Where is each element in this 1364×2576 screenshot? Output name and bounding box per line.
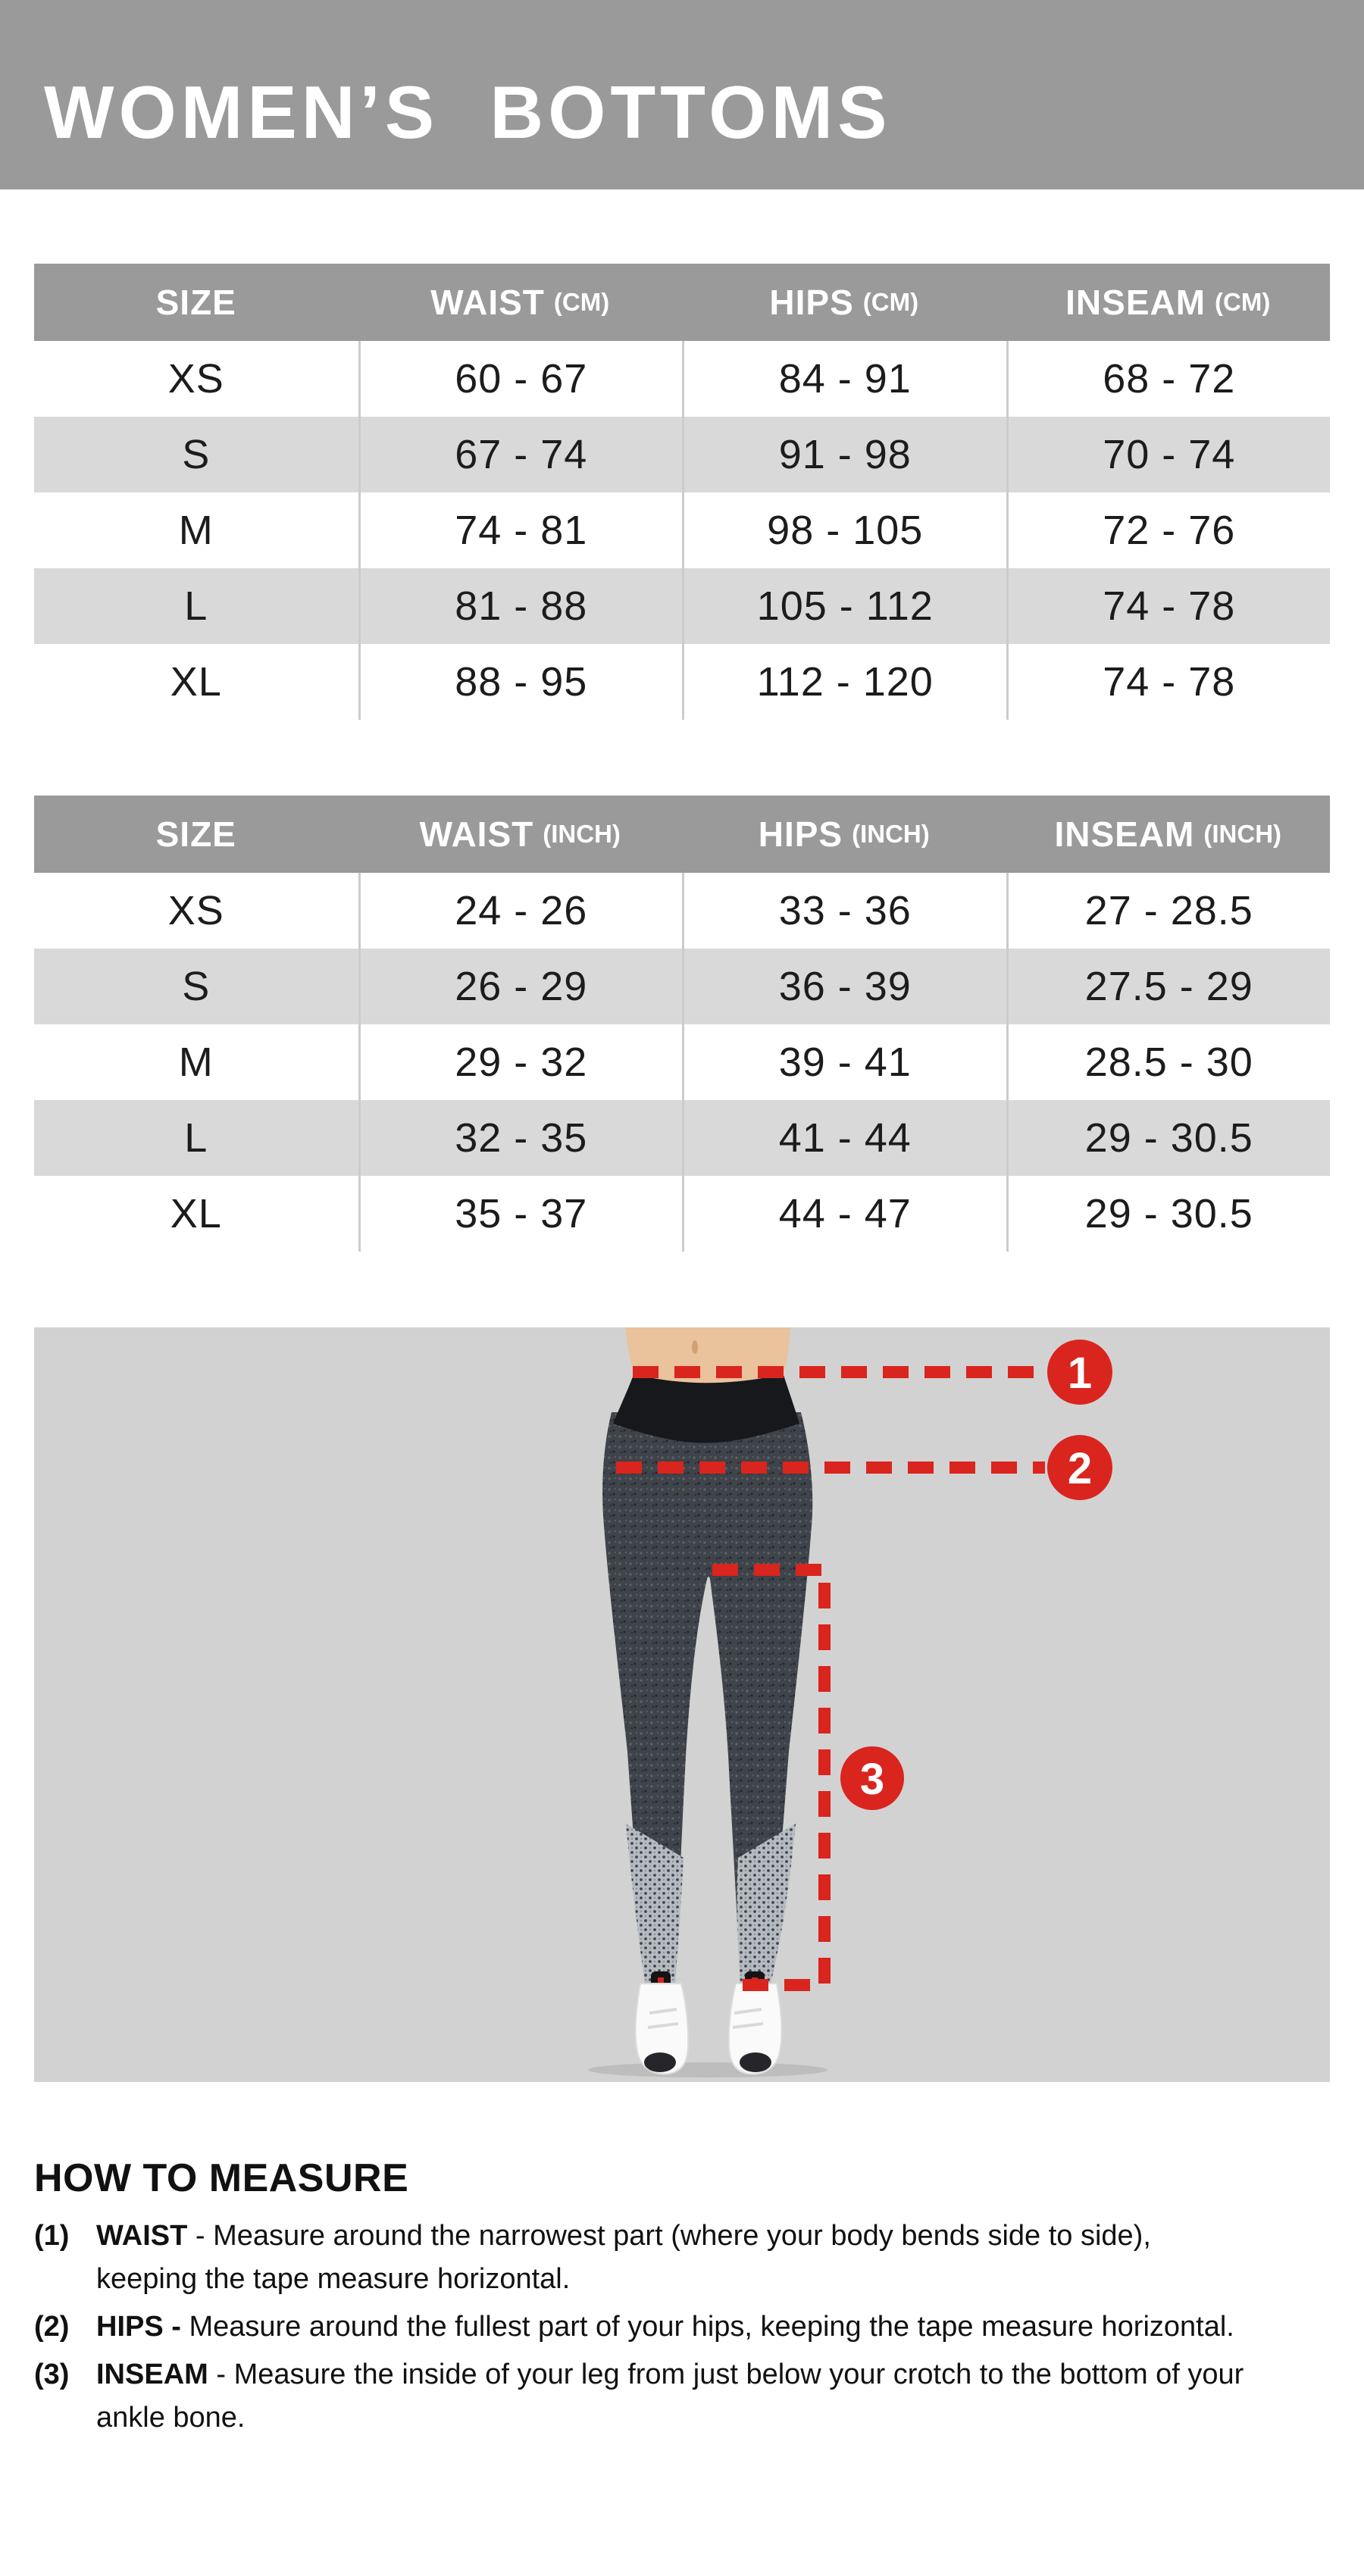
callout-3-number: 3 bbox=[859, 1755, 885, 1804]
right-shoe-toe-cap bbox=[740, 2052, 771, 2072]
left-shoe-toe-cap bbox=[644, 2052, 676, 2072]
range-cell: 27.5 - 29 bbox=[1006, 949, 1331, 1024]
model-photo bbox=[34, 1327, 1330, 2082]
size-cell: L bbox=[184, 1115, 208, 1161]
range-cell: 29 - 30.5 bbox=[1006, 1100, 1331, 1176]
range-cell: 28.5 - 30 bbox=[1006, 1024, 1331, 1100]
size-cell: S bbox=[182, 432, 211, 477]
item-number: (3) bbox=[34, 2359, 70, 2390]
column-header-unit: (CM) bbox=[862, 288, 919, 316]
range-cell: 44 - 47 bbox=[682, 1176, 1006, 1252]
range-cell: 81 - 88 bbox=[358, 568, 683, 644]
range-cell: 88 - 95 bbox=[358, 644, 683, 720]
column-header-label: WAIST bbox=[430, 283, 545, 322]
column-header-size bbox=[34, 264, 358, 341]
size-cell: XS bbox=[167, 356, 224, 402]
item-text bbox=[96, 2215, 1247, 2301]
table-row-xs bbox=[34, 341, 1330, 417]
range-cell: 72 - 76 bbox=[1006, 492, 1331, 568]
range-cell: 98 - 105 bbox=[682, 492, 1006, 568]
page-title: WOMEN’S BOTTOMS bbox=[44, 70, 892, 154]
range-cell: 67 - 74 bbox=[358, 417, 683, 492]
item-description: Measure around the fullest part of your hips, keeping the tape measure horizontal. bbox=[189, 2311, 1234, 2343]
range-cell: 39 - 41 bbox=[682, 1024, 1006, 1100]
item-description: - Measure the inside of your leg from just below your crotch to the bottom of your ankle bone. bbox=[96, 2359, 1244, 2434]
size-table-inch bbox=[34, 796, 1330, 1252]
column-header-hips bbox=[682, 796, 1006, 873]
range-cell: 84 - 91 bbox=[682, 341, 1006, 417]
size-cell: XL bbox=[170, 659, 222, 705]
navel bbox=[692, 1340, 698, 1354]
column-header-inseam bbox=[1006, 264, 1331, 341]
howto-item-hips bbox=[34, 2306, 1247, 2349]
column-header-unit: (INCH) bbox=[543, 820, 621, 848]
table-row-m bbox=[34, 1024, 1330, 1100]
item-term: INSEAM bbox=[96, 2359, 208, 2390]
range-cell: 41 - 44 bbox=[682, 1100, 1006, 1176]
size-cell: L bbox=[184, 583, 208, 629]
size-cell: M bbox=[178, 508, 214, 553]
column-header-unit: (INCH) bbox=[1203, 820, 1282, 848]
table-row-xl bbox=[34, 1176, 1330, 1252]
column-header-label: HIPS bbox=[769, 283, 854, 322]
range-cell: 29 - 32 bbox=[358, 1024, 683, 1100]
range-cell: 74 - 78 bbox=[1006, 644, 1331, 720]
size-cell: M bbox=[178, 1039, 214, 1085]
column-header-unit: (INCH) bbox=[852, 820, 930, 848]
range-cell: 33 - 36 bbox=[682, 873, 1006, 949]
range-cell: 91 - 98 bbox=[682, 417, 1006, 492]
size-cell: S bbox=[182, 964, 211, 1009]
howto-item-inseam bbox=[34, 2353, 1247, 2440]
item-number: (2) bbox=[34, 2311, 70, 2343]
item-term: HIPS - bbox=[96, 2311, 181, 2343]
page-header-band bbox=[0, 0, 1364, 189]
range-cell: 112 - 120 bbox=[682, 644, 1006, 720]
range-cell: 70 - 74 bbox=[1006, 417, 1331, 492]
table-row-xl bbox=[34, 644, 1330, 720]
table-header-row bbox=[34, 264, 1330, 341]
range-cell: 74 - 81 bbox=[358, 492, 683, 568]
table-row-s bbox=[34, 949, 1330, 1024]
column-header-unit: (CM) bbox=[553, 288, 610, 316]
callout-1-number: 1 bbox=[1067, 1349, 1093, 1398]
table-row-m bbox=[34, 492, 1330, 568]
size-table-cm bbox=[34, 264, 1330, 720]
howto-item-waist bbox=[34, 2215, 1247, 2301]
range-cell: 68 - 72 bbox=[1006, 341, 1331, 417]
size-cell: XS bbox=[167, 888, 224, 933]
column-header-label: SIZE bbox=[155, 283, 236, 322]
column-header-size bbox=[34, 796, 358, 873]
column-header-label: INSEAM bbox=[1054, 814, 1195, 854]
item-text bbox=[96, 2353, 1247, 2440]
table-row-l bbox=[34, 568, 1330, 644]
range-cell: 105 - 112 bbox=[682, 568, 1006, 644]
item-term: WAIST bbox=[96, 2220, 188, 2252]
table-body bbox=[34, 873, 1330, 1252]
range-cell: 24 - 26 bbox=[358, 873, 683, 949]
range-cell: 60 - 67 bbox=[358, 341, 683, 417]
range-cell: 27 - 28.5 bbox=[1006, 873, 1331, 949]
item-text bbox=[96, 2306, 1247, 2349]
range-cell: 74 - 78 bbox=[1006, 568, 1331, 644]
column-header-inseam bbox=[1006, 796, 1331, 873]
item-description: - Measure around the narrowest part (where your body bends side to side), keeping the tape measure horizontal. bbox=[96, 2220, 1151, 2295]
how-to-measure-section bbox=[34, 2156, 1247, 2444]
table-header-row bbox=[34, 796, 1330, 873]
range-cell: 36 - 39 bbox=[682, 949, 1006, 1024]
size-cell: XL bbox=[170, 1191, 222, 1236]
range-cell: 29 - 30.5 bbox=[1006, 1176, 1331, 1252]
measurement-figure bbox=[34, 1327, 1330, 2082]
column-header-waist bbox=[358, 796, 683, 873]
column-header-label: HIPS bbox=[758, 814, 843, 854]
column-header-hips bbox=[682, 264, 1006, 341]
item-number: (1) bbox=[34, 2220, 70, 2252]
table-body bbox=[34, 341, 1330, 720]
table-row-xs bbox=[34, 873, 1330, 949]
column-header-unit: (CM) bbox=[1215, 288, 1271, 316]
column-header-label: INSEAM bbox=[1065, 283, 1206, 322]
howto-heading: HOW TO MEASURE bbox=[34, 2156, 409, 2200]
column-header-label: WAIST bbox=[419, 814, 534, 854]
table-row-s bbox=[34, 417, 1330, 492]
range-cell: 32 - 35 bbox=[358, 1100, 683, 1176]
range-cell: 26 - 29 bbox=[358, 949, 683, 1024]
range-cell: 35 - 37 bbox=[358, 1176, 683, 1252]
column-header-waist bbox=[358, 264, 683, 341]
floor-shadow bbox=[588, 2062, 827, 2077]
column-header-label: SIZE bbox=[155, 814, 236, 854]
table-row-l bbox=[34, 1100, 1330, 1176]
callout-2-number: 2 bbox=[1067, 1444, 1093, 1493]
